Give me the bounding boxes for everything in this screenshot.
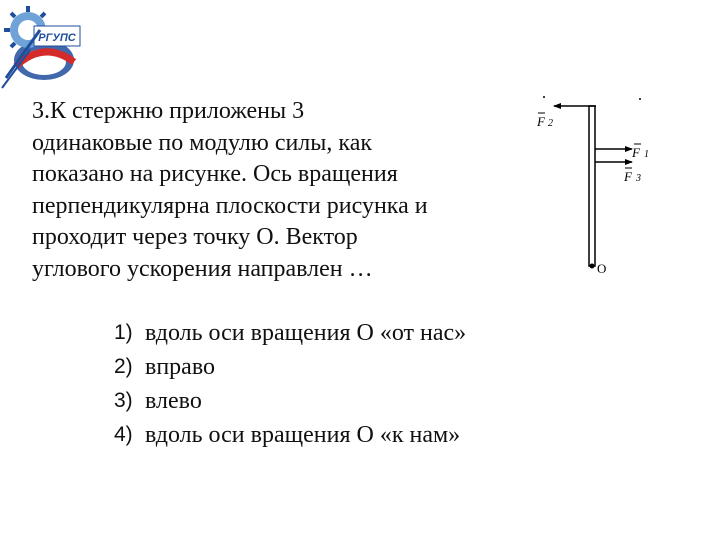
answer-text: вдоль оси вращения О «от нас» [145,320,467,346]
question-text [32,96,522,285]
force-3-index: 3 [635,173,641,184]
answer-option-1[interactable] [114,316,466,350]
svg-text:F3 [623,169,641,184]
answer-option-3[interactable] [114,384,466,418]
answer-option-2[interactable] [114,350,466,384]
question-line: 3.К стержню приложены 3 [32,98,305,124]
svg-text:F2 [536,114,553,129]
force-3-letter: F [624,169,632,184]
answer-text: влево [145,388,202,414]
answer-text: вправо [145,354,215,380]
svg-text:F1 [631,145,649,160]
force-1-letter: F [632,145,640,160]
university-logo [0,0,92,90]
force-2-letter: F [537,114,545,129]
answer-option-4[interactable] [114,418,466,452]
answer-text: вдоль оси вращения О «к нам» [145,422,461,448]
force-1-index: 1 [643,149,649,160]
question-line: показано на рисунке. Ось вращения [32,161,398,187]
rod [589,106,595,266]
pivot-label: O [597,261,607,276]
question-line: одинаковые по модулю силы, как [32,129,373,156]
logo-text: РГУПС [38,32,76,44]
answer-number: 2) [114,355,133,378]
answer-number: 3) [114,389,133,412]
pivot-point [590,264,595,269]
answer-list [114,316,466,452]
answer-number: 1) [114,321,133,344]
question-line: проходит через точку О. Вектор [32,224,358,250]
answer-number: 4) [114,423,133,446]
question-line: углового ускорения направлен … [32,255,373,282]
question-line: перпендикулярна плоскости рисунка и [32,192,428,219]
rod-force-diagram [520,88,680,288]
force-2-index: 2 [547,118,553,129]
